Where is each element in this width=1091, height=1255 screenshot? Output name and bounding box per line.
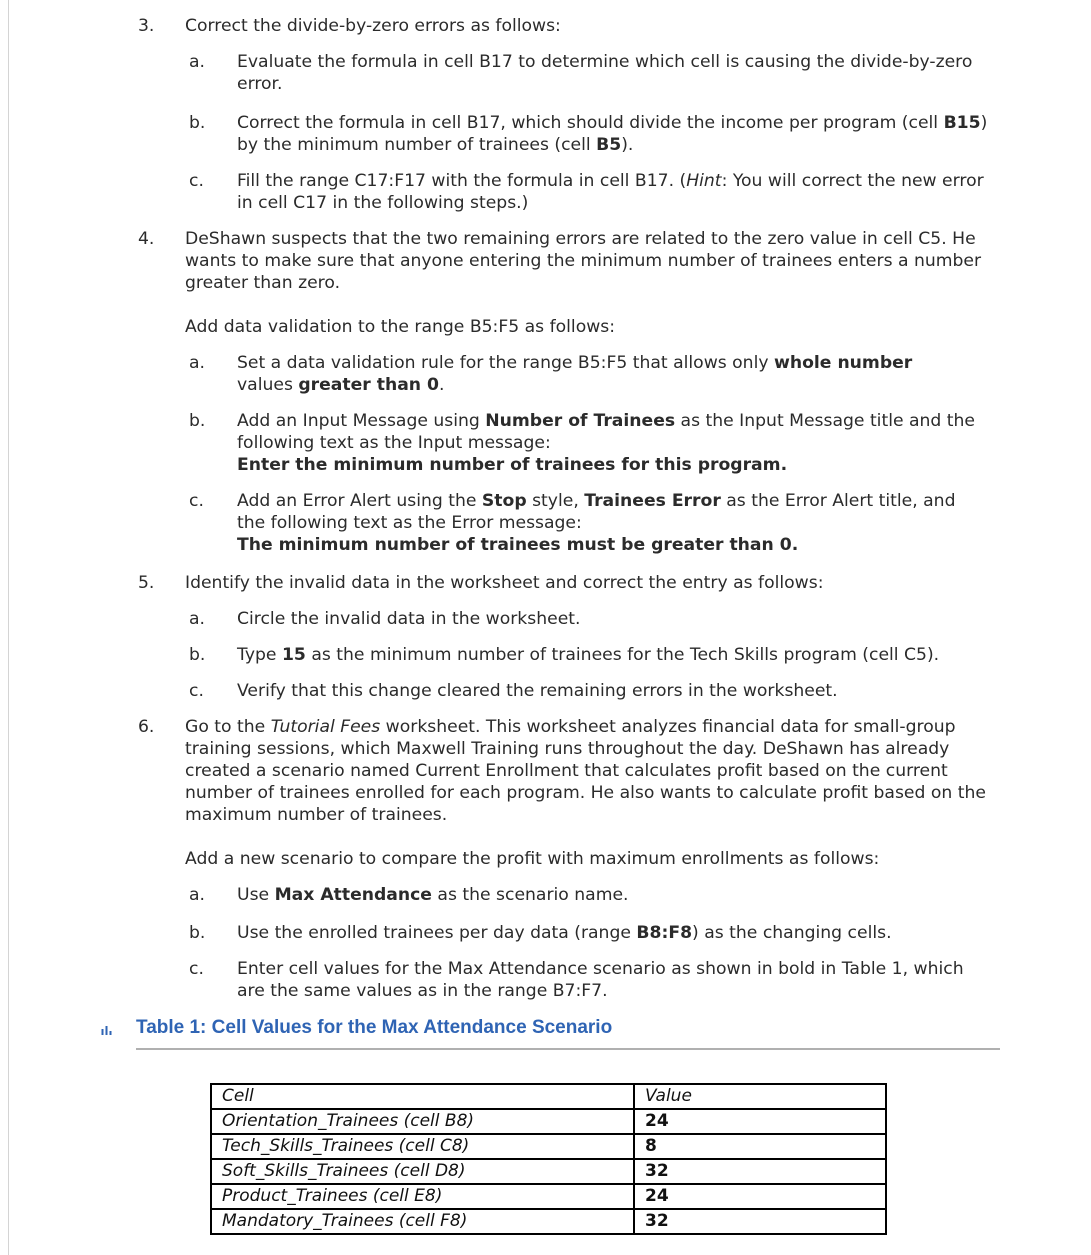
caption-rule <box>136 1048 1000 1050</box>
table-row <box>211 1109 886 1134</box>
step-3c-text: Fill the range C17:F17 with the formula in cell B17. (Hint: You will correct the new error in cell C17 in the following steps.) <box>237 171 984 213</box>
table-icon <box>101 1026 112 1038</box>
step-5-number: 5. <box>138 573 155 593</box>
table-header-row <box>211 1084 886 1109</box>
step-4a-text: Set a data validation rule for the range B5:F5 that allows only whole number values greater than 0. <box>237 353 913 395</box>
row-cell: Product_Trainees (cell E8) <box>211 1184 634 1209</box>
step-4c-letter: c. <box>189 491 204 511</box>
step-6c-letter: c. <box>189 959 204 979</box>
table-row <box>211 1134 886 1159</box>
step-4-intro: DeShawn suspects that the two remaining errors are related to the zero value in cell C5. He wants to make sure that anyone entering the minimum number of trainees enters a number greater than zero. <box>185 229 982 293</box>
step-3a-letter: a. <box>189 52 205 72</box>
table-row <box>211 1209 886 1234</box>
row-value: 8 <box>634 1134 886 1159</box>
cell-values-table <box>210 1083 887 1235</box>
step-4a-letter: a. <box>189 353 205 373</box>
step-3b-text: Correct the formula in cell B17, which should divide the income per program (cell B15) by the minimum number of trainees (cell B5). <box>237 113 988 155</box>
step-5-intro: Identify the invalid data in the worksheet and correct the entry as follows: <box>185 573 824 593</box>
table-row <box>211 1184 886 1209</box>
header-cell: Cell <box>211 1084 634 1109</box>
row-value: 24 <box>634 1109 886 1134</box>
step-6a-text: Use Max Attendance as the scenario name. <box>237 885 629 905</box>
row-cell: Soft_Skills_Trainees (cell D8) <box>211 1159 634 1184</box>
step-5b-text: Type 15 as the minimum number of trainees for the Tech Skills program (cell C5). <box>237 645 940 665</box>
step-4-number: 4. <box>138 229 155 249</box>
row-value: 24 <box>634 1184 886 1209</box>
row-cell: Mandatory_Trainees (cell F8) <box>211 1209 634 1234</box>
step-6-intro: Go to the Tutorial Fees worksheet. This worksheet analyzes financial data for small-group training sessions, which Maxwell Training runs throughout the day. DeShawn has already created a scenario named Current Enrollment that calculates profit based on the current number of trainees enrolled for each program. He also wants to calculate profit based on the maximum number of trainees. <box>185 717 986 825</box>
step-6c-text: Enter cell values for the Max Attendance scenario as shown in bold in Table 1, which are the same values as in the range B7:F7. <box>237 959 964 1001</box>
step-5c-text: Verify that this change cleared the remaining errors in the worksheet. <box>237 681 838 701</box>
step-3a-text: Evaluate the formula in cell B17 to determine which cell is causing the divide-by-zero error. <box>237 52 973 94</box>
step-4b-text: Add an Input Message using Number of Trainees as the Input Message title and the following text as the Input message: Enter the minimum number of trainees for this program. <box>237 411 976 475</box>
step-5a-text: Circle the invalid data in the worksheet. <box>237 609 581 629</box>
page-edge <box>8 0 9 1255</box>
table-row <box>211 1159 886 1184</box>
row-cell: Orientation_Trainees (cell B8) <box>211 1109 634 1134</box>
step-4b-letter: b. <box>189 411 206 431</box>
step-3-number: 3. <box>138 16 155 36</box>
row-cell: Tech_Skills_Trainees (cell C8) <box>211 1134 634 1159</box>
step-3b-letter: b. <box>189 113 206 133</box>
step-4c-text: Add an Error Alert using the Stop style, Trainees Error as the Error Alert title, and the following text as the Error message: The minimum number of trainees must be greater than 0. <box>237 491 956 555</box>
step-6-number: 6. <box>138 717 155 737</box>
step-5b-letter: b. <box>189 645 206 665</box>
step-6b-letter: b. <box>189 923 206 943</box>
step-3-intro: Correct the divide-by-zero errors as follows: <box>185 16 561 36</box>
step-4-sub-intro: Add data validation to the range B5:F5 as follows: <box>185 317 616 337</box>
row-value: 32 <box>634 1209 886 1234</box>
step-6-sub-intro: Add a new scenario to compare the profit with maximum enrollments as follows: <box>185 849 880 869</box>
step-6a-letter: a. <box>189 885 205 905</box>
step-3c-letter: c. <box>189 171 204 191</box>
step-5c-letter: c. <box>189 681 204 701</box>
header-value: Value <box>634 1084 886 1109</box>
table-caption: Table 1: Cell Values for the Max Attendance Scenario <box>136 1017 613 1038</box>
step-5a-letter: a. <box>189 609 205 629</box>
step-6b-text: Use the enrolled trainees per day data (range B8:F8) as the changing cells. <box>237 923 892 943</box>
row-value: 32 <box>634 1159 886 1184</box>
